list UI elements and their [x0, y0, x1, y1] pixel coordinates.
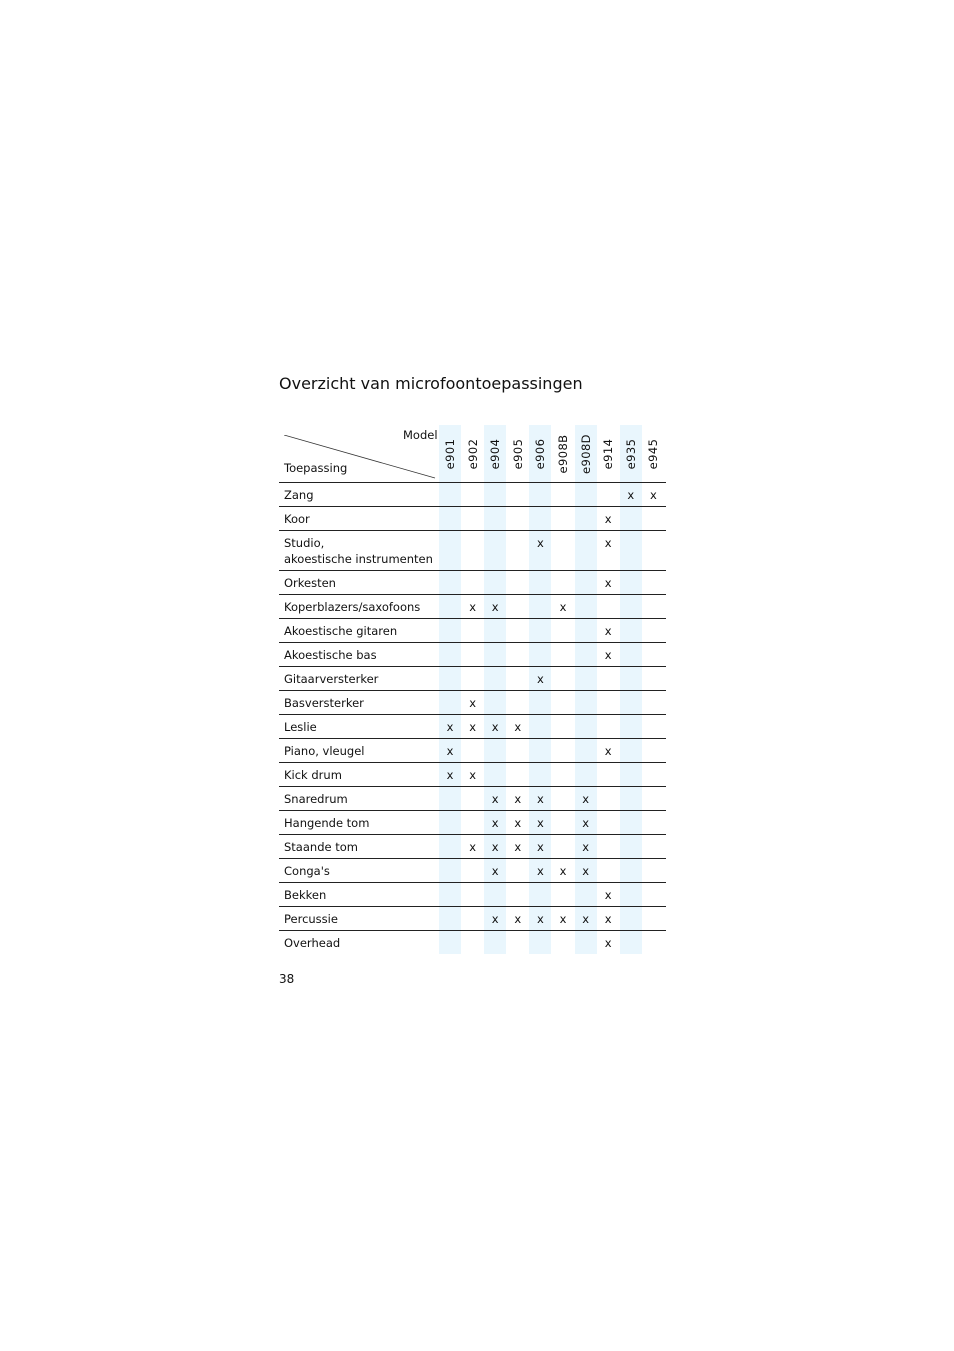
suitability-mark: x [491, 840, 499, 854]
model-name: e905 [510, 438, 525, 470]
application-label: Zang [284, 488, 314, 502]
suitability-mark: x [469, 768, 476, 782]
table-row [279, 859, 666, 883]
suitability-mark: x [559, 864, 567, 878]
suitability-mark: x [604, 744, 612, 758]
model-column-header [507, 425, 529, 482]
model-column-header [642, 425, 664, 482]
application-label: Koor [284, 512, 310, 526]
model-column-header [552, 425, 574, 482]
table-row [279, 763, 666, 787]
application-label: Akoestische gitaren [284, 624, 398, 638]
suitability-mark: x [559, 912, 567, 926]
table-row [279, 595, 666, 619]
application-label: Piano, vleugel [284, 744, 365, 758]
table-row [279, 531, 666, 571]
page-title: Overzicht van microfoontoepassingen [279, 374, 583, 393]
application-label: Overhead [284, 936, 341, 950]
suitability-mark: x [514, 816, 522, 830]
model-name: e945 [646, 438, 661, 470]
model-column-header [439, 425, 461, 482]
model-name: e902 [465, 438, 480, 470]
suitability-mark: x [491, 816, 499, 830]
application-label: Hangende tom [284, 816, 370, 830]
application-label: Percussie [284, 912, 338, 926]
suitability-mark: x [514, 720, 522, 734]
suitability-mark: x [536, 536, 544, 550]
model-name: e906 [533, 438, 548, 470]
suitability-mark: x [604, 888, 612, 902]
table-row [279, 507, 666, 531]
suitability-mark: x [559, 600, 567, 614]
suitability-mark: x [604, 512, 612, 526]
suitability-mark: x [446, 720, 454, 734]
table-row [279, 907, 666, 931]
model-column-header [529, 425, 551, 482]
suitability-mark: x [582, 864, 589, 878]
model-column-header [597, 425, 619, 482]
suitability-mark: x [604, 912, 612, 926]
application-label: Studio, akoestische instrumenten [284, 536, 433, 566]
application-header-label: Toepassing [284, 461, 348, 475]
model-name: e908B [556, 434, 570, 474]
model-name: e901 [443, 438, 457, 470]
suitability-mark: x [491, 912, 499, 926]
suitability-mark: x [582, 840, 589, 854]
application-label: Akoestische bas [284, 648, 377, 662]
application-label: Conga's [284, 864, 330, 878]
suitability-mark: x [446, 744, 454, 758]
model-name: e914 [601, 438, 616, 470]
suitability-mark: x [582, 792, 589, 806]
application-label: Leslie [284, 720, 317, 734]
suitability-mark: x [446, 768, 454, 782]
suitability-mark: x [491, 792, 499, 806]
suitability-mark: x [582, 912, 589, 926]
suitability-mark: x [536, 912, 544, 926]
table-row [279, 643, 666, 667]
table-row [279, 571, 666, 595]
suitability-mark: x [514, 840, 522, 854]
application-label: Basversterker [284, 696, 364, 710]
table-row [279, 883, 666, 907]
table-row [279, 787, 666, 811]
model-name: e904 [488, 438, 503, 470]
model-column-header [620, 425, 642, 482]
suitability-mark: x [649, 488, 657, 502]
suitability-mark: x [604, 576, 612, 590]
application-label: Staande tom [284, 840, 358, 854]
suitability-mark: x [469, 600, 476, 614]
application-label: Gitaarversterker [284, 672, 379, 686]
table-row [279, 667, 666, 691]
page-number: 38 [279, 972, 295, 986]
suitability-mark: x [536, 840, 544, 854]
suitability-mark: x [627, 488, 635, 502]
suitability-mark: x [491, 600, 499, 614]
suitability-mark: x [604, 936, 612, 950]
table-row [279, 811, 666, 835]
suitability-mark: x [536, 672, 544, 686]
table-row [279, 483, 666, 507]
table-row [279, 835, 666, 859]
suitability-mark: x [469, 840, 476, 854]
suitability-mark: x [536, 792, 544, 806]
suitability-mark: x [604, 536, 612, 550]
suitability-mark: x [536, 864, 544, 878]
application-label: Snaredrum [284, 792, 348, 806]
table-row [279, 931, 666, 954]
suitability-mark: x [514, 912, 522, 926]
suitability-mark: x [582, 816, 589, 830]
suitability-mark: x [604, 648, 612, 662]
model-column-header [575, 425, 597, 482]
table-header-row [279, 425, 666, 483]
model-header-label: Model [403, 428, 438, 442]
suitability-mark: x [469, 696, 476, 710]
model-column-header [484, 425, 506, 482]
application-label: Bekken [284, 888, 327, 902]
suitability-mark: x [604, 624, 612, 638]
suitability-mark: x [514, 792, 522, 806]
table-row [279, 715, 666, 739]
table-row [279, 739, 666, 763]
model-name: e908D [578, 434, 593, 474]
model-column-header [462, 425, 484, 482]
suitability-mark: x [469, 720, 476, 734]
application-label: Kick drum [284, 768, 342, 782]
application-label: Orkesten [284, 576, 336, 590]
suitability-mark: x [491, 720, 499, 734]
suitability-mark: x [491, 864, 499, 878]
suitability-mark: x [536, 816, 544, 830]
table-row [279, 619, 666, 643]
table-row [279, 691, 666, 715]
application-label: Koperblazers/saxofoons [284, 600, 421, 614]
model-name: e935 [623, 438, 638, 470]
